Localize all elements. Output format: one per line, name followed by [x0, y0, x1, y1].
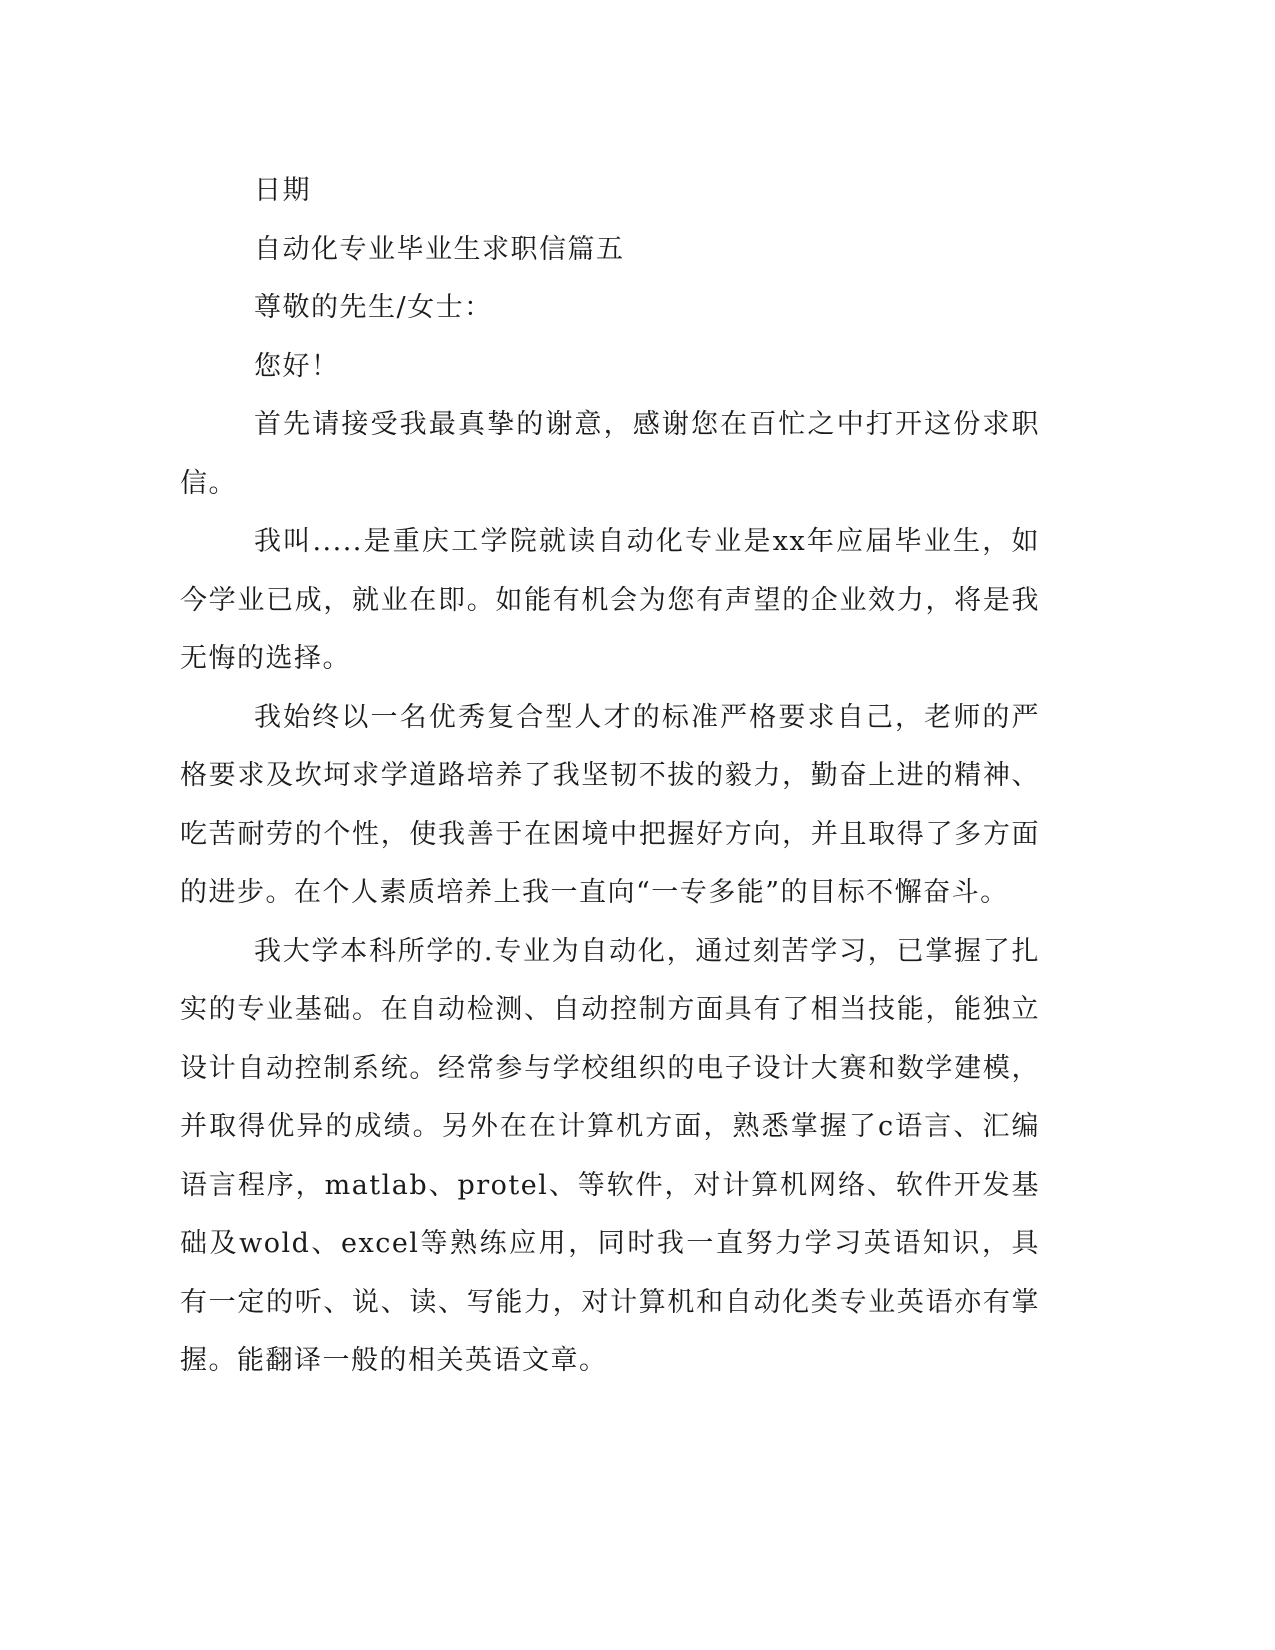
date-label: 日期 [254, 175, 311, 206]
paragraph-introduction: 我叫.....是重庆工学院就读自动化专业是xx年应届毕业生，如今学业已成，就业在即。如能有机会为您有声望的企业效力，将是我无悔的选择。 [180, 526, 1040, 674]
paragraph-character: 我始终以一名优秀复合型人才的标准严格要求自己，老师的严格要求及坎坷求学道路培养了我坚韧不拔的毅力，勤奋上进的精神、吃苦耐劳的个性，使我善于在困境中把握好方向，并且取得了多方面的进步。在个人素质培养上我一直向“一专多能”的目标不懈奋斗。 [180, 701, 1040, 908]
greeting: 您好！ [254, 350, 340, 382]
paragraph-skills: 我大学本科所学的.专业为自动化，通过刻苦学习，已掌握了扎实的专业基础。在自动检测、自动控制方面具有了相当技能，能独立设计自动控制系统。经常参与学校组织的电子设计大赛和数学建模，并取得优异的成绩。另外在在计算机方面，熟悉掌握了c语言、汇编语言程序，matlab、protel、等软件，对计算机网络、软件开发基础及wold、excel等熟练应用，同时我一直努力学习英语知识，具有一定的听、说、读、写能力，对计算机和自动化类专业英语亦有掌握。能翻译一般的相关英语文章。 [180, 935, 1040, 1376]
paragraph-thanks: 首先请接受我最真挚的谢意，感谢您在百忙之中打开这份求职信。 [180, 409, 1040, 499]
salutation: 尊敬的先生/女士： [254, 292, 493, 323]
letter-body [180, 162, 1040, 1391]
letter-title: 自动化专业毕业生求职信篇五 [254, 233, 625, 265]
